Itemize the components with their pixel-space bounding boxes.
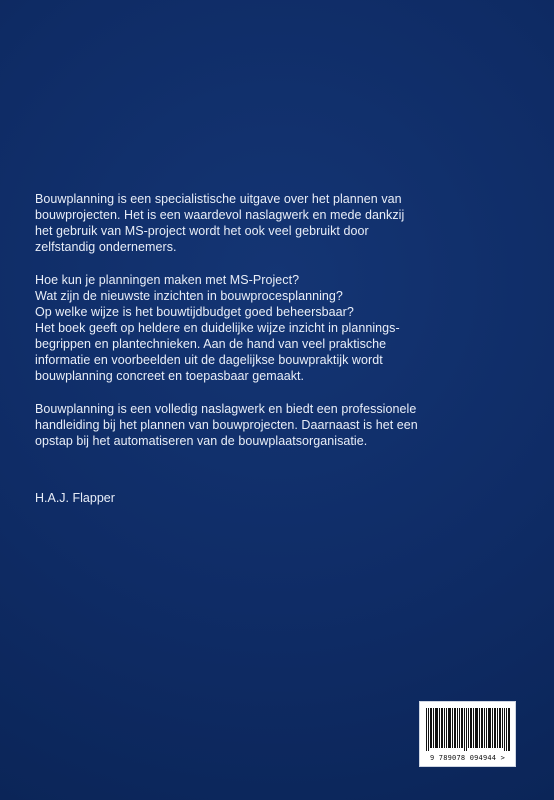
isbn-number: 9 789078 094944 > — [429, 754, 506, 762]
blurb — [35, 191, 495, 466]
blurb-paragraph-3: Bouwplanning is een volledig naslagwerk en biedt een professionele handleiding bij het plannen van bouwprojecten. Daarnaast is het een opstap bij het automatiseren van de bouwplaatsorganisatie. — [35, 402, 418, 448]
blurb-paragraph-2: Hoe kun je planningen maken met MS-Project? Wat zijn de nieuwste inzichten in bouwprocesplanning? Op welke wijze is het bouwtijdbudget goed beheersbaar? Het boek geeft op heldere en duidelijke wijze inzicht in plannings- begrippen en plantechnieken. Aan de hand van veel praktische informatie en voorbeelden uit de dagelijkse bouwpraktijk wordt bouwplanning concreet en toepasbaar gemaakt. — [35, 273, 400, 383]
barcode-icon — [426, 708, 511, 751]
blurb-paragraph-1: Bouwplanning is een specialistische uitgave over het plannen van bouwprojecten. Het is een waardevol naslagwerk en mede dankzij het gebruik van MS-project wordt het ook veel gebruikt door zelfstandig ondernemers. — [35, 192, 405, 254]
author-name: H.A.J. Flapper — [35, 491, 115, 505]
isbn-barcode — [419, 701, 516, 767]
